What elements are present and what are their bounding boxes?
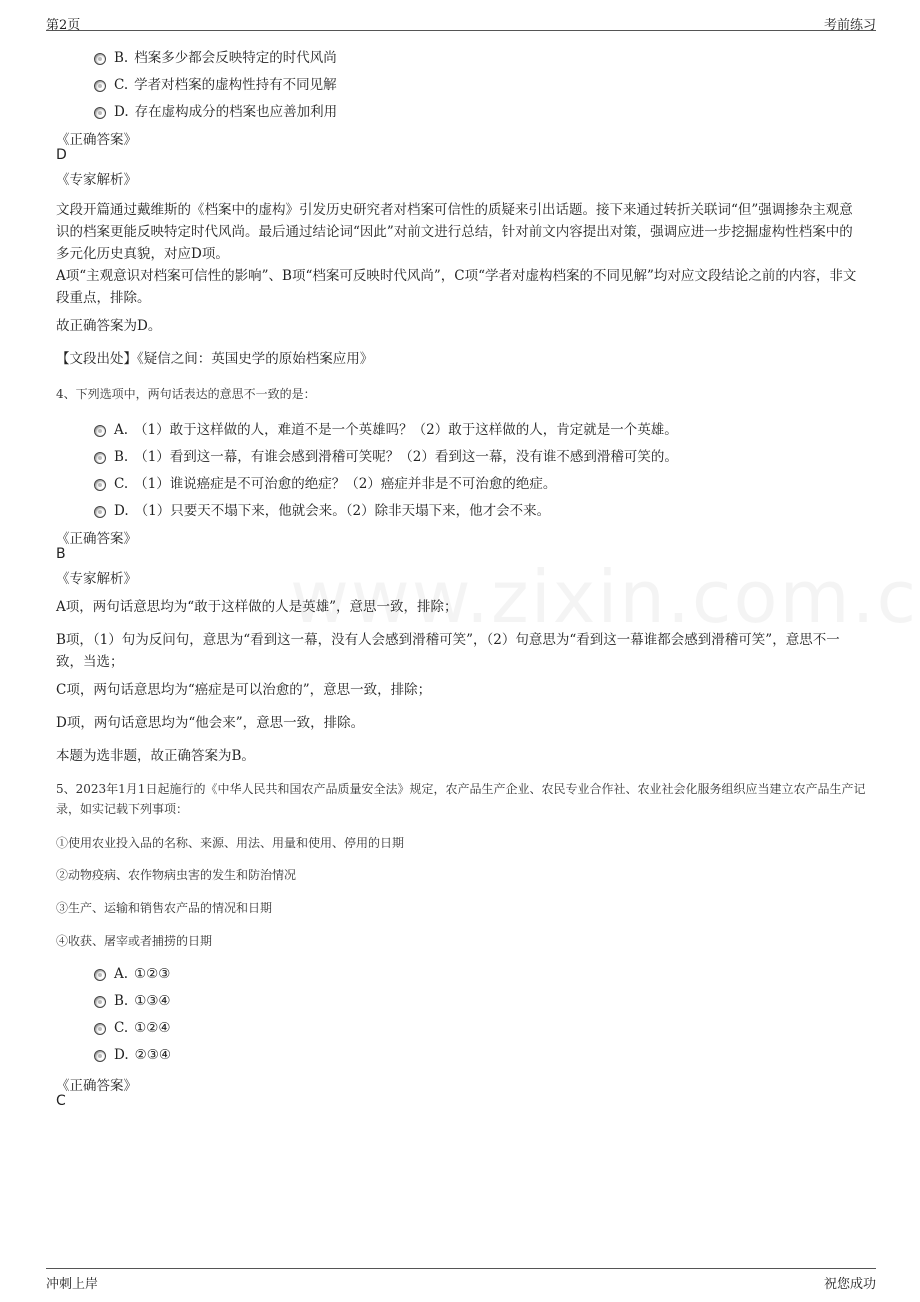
q5-option-b[interactable]: B. ①③④ [94, 993, 171, 1009]
q4-answer-label: 《正确答案》 [56, 531, 137, 547]
q3-option-c[interactable]: C. 学者对档案的虚构性持有不同见解 [94, 73, 337, 93]
q3-answer-label: 《正确答案》 [56, 132, 137, 148]
q4-option-b[interactable]: B. （1）看到这一幕，有谁会感到滑稽可笑呢？（2）看到这一幕，没有谁不感到滑稽可笑的。 [94, 445, 678, 465]
header-title: 考前练习 [823, 18, 876, 33]
q5-stem: 5、2023年1月1日起施行的《中华人民共和国农产品质量安全法》规定，农产品生产企业、农民专业合作社、农业社会化服务组织应当建立农产品生产记录，如实记载下列事项： [56, 782, 866, 816]
radio-icon[interactable] [94, 506, 106, 518]
radio-icon[interactable] [94, 1050, 106, 1062]
page-header [46, 10, 876, 31]
q3-analysis-label: 《专家解析》 [56, 172, 137, 188]
q5-answer: C [56, 1093, 66, 1109]
q4-stem: 4、下列选项中，两句话表达的意思不一致的是： [56, 387, 316, 401]
radio-icon[interactable] [94, 996, 106, 1008]
q5-answer-label: 《正确答案》 [56, 1078, 137, 1094]
page-footer [46, 1268, 876, 1293]
q4-analysis-label: 《专家解析》 [56, 571, 137, 587]
q5-item-2: ②动物疫病、农作物病虫害的发生和防治情况 [56, 868, 297, 882]
q3-analysis-p2: A项“主观意识对档案可信性的影响”、B项“档案可反映时代风尚”，C项“学者对虚构档案的不同见解”均对应文段结论之前的内容，非文段重点，排除。 [56, 268, 857, 306]
footer-right: 祝您成功 [823, 1277, 876, 1292]
radio-icon[interactable] [94, 107, 106, 119]
q3-analysis-p1: 文段开篇通过戴维斯的《档案中的虚构》引发历史研究者对档案可信性的质疑来引出话题。接下来通过转折关联词“但”强调掺杂主观意识的档案更能反映特定时代风尚。最后通过结论词“因此”对前文进行总结，针对前文内容提出对策，强调应进一步挖掘虚构性档案中的多元化历史真貌，对应D项。 [56, 202, 853, 262]
page-number: 第2页 [46, 18, 81, 33]
q3-analysis-p3: 故正确答案为D。 [56, 318, 162, 334]
q5-item-3: ③生产、运输和销售农产品的情况和日期 [56, 901, 273, 915]
footer-left: 冲刺上岸 [46, 1277, 99, 1292]
q5-option-c[interactable]: C. ①②④ [94, 1020, 170, 1036]
q3-option-b[interactable]: B. 档案多少都会反映特定的时代风尚 [94, 46, 337, 66]
q3-option-d[interactable]: D. 存在虚构成分的档案也应善加利用 [94, 100, 337, 120]
q5-item-1: ①使用农业投入品的名称、来源、用法、用量和使用、停用的日期 [56, 836, 405, 850]
q3-source: 【文段出处】《疑信之间：英国史学的原始档案应用》 [56, 351, 374, 367]
q4-option-c[interactable]: C. （1）谁说癌症是不可治愈的绝症？（2）癌症并非是不可治愈的绝症。 [94, 472, 556, 492]
q3-answer: D [56, 147, 67, 163]
radio-icon[interactable] [94, 479, 106, 491]
radio-icon[interactable] [94, 452, 106, 464]
q4-analysis-a: A项，两句话意思均为“敢于这样做的人是英雄”，意思一致，排除； [56, 599, 458, 615]
q4-analysis-conclusion: 本题为选非题，故正确答案为B。 [56, 748, 255, 764]
q4-analysis-d: D项，两句话意思均为“他会来”，意思一致，排除。 [56, 715, 365, 731]
q4-analysis-c: C项，两句话意思均为“癌症是可以治愈的”，意思一致，排除； [56, 682, 432, 698]
q4-option-d[interactable]: D. （1）只要天不塌下来，他就会来。（2）除非天塌下来，他才会不来。 [94, 499, 550, 519]
radio-icon[interactable] [94, 969, 106, 981]
radio-icon[interactable] [94, 80, 106, 92]
q5-option-a[interactable]: A. ①②③ [94, 966, 170, 982]
radio-icon[interactable] [94, 425, 106, 437]
radio-icon[interactable] [94, 53, 106, 65]
q4-option-a[interactable]: A. （1）敢于这样做的人，难道不是一个英雄吗？（2）敢于这样做的人，肯定就是一个英雄。 [94, 418, 678, 438]
q4-analysis-b: B项，（1）句为反问句，意思为“看到这一幕，没有人会感到滑稽可笑”，（2）句意思为“看到这一幕谁都会感到滑稽可笑”，意思不一致，当选； [56, 632, 840, 670]
q4-answer: B [56, 546, 66, 562]
q5-item-4: ④收获、屠宰或者捕捞的日期 [56, 934, 213, 948]
q5-option-d[interactable]: D. ②③④ [94, 1047, 171, 1063]
radio-icon[interactable] [94, 1023, 106, 1035]
